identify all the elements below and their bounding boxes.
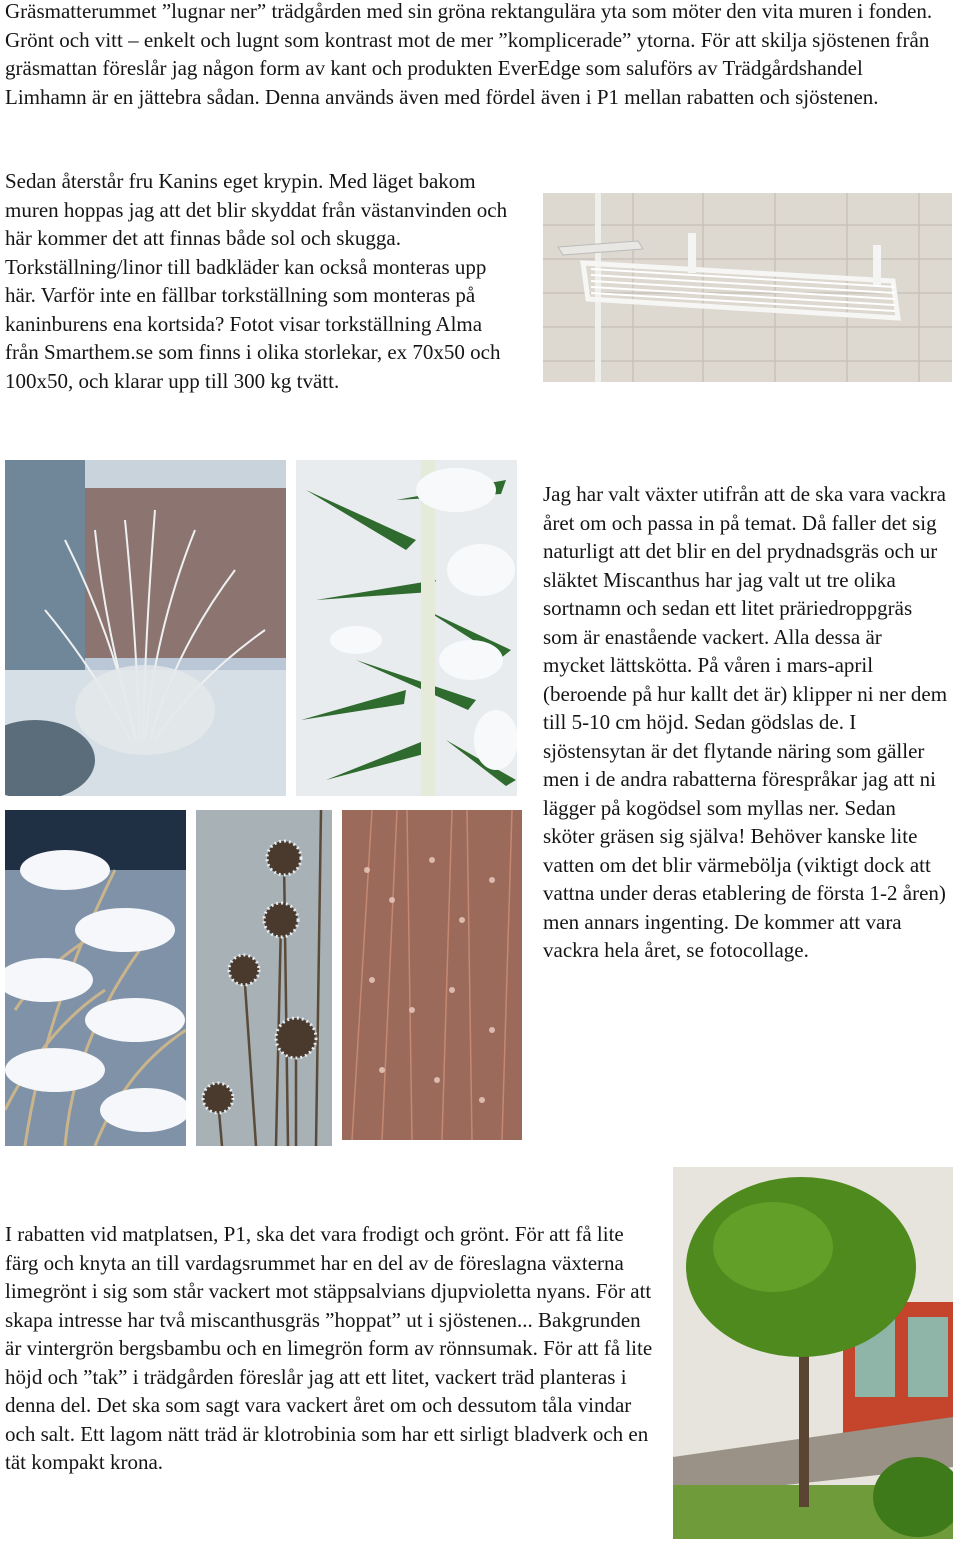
drying-rack-photo <box>543 193 952 382</box>
robinia-tree-photo <box>673 1167 953 1539</box>
snowy-bamboo-photo <box>296 460 517 796</box>
snowy-miscanthus-photo <box>5 810 186 1146</box>
rabbit-paragraph: Sedan återstår fru Kanins eget krypin. Med läget bakom muren hoppas jag att det blir skyddat från västanvinden och här kommer det att finnas både sol och skugga. Torkställning/linor till badkläder kan också monteras upp här. Varför inte en fällbar torkställning som monteras på kaninburens ena kortsida? Fotot visar torkställning Alma från Smarthem.se som finns i olika storlekar, ex 70x50 och 100x50, och klarar upp till 300 kg tvätt. <box>5 169 508 393</box>
intro-paragraph: Gräsmatterummet ”lugnar ner” trädgården med sin gröna rektangulära yta som möter den vita muren i fonden. Grönt och vitt – enkelt och lugnt som kontrast mot de mer ”komplicerade” ytorna. För att skilja sjöstenen från gräsmattan föreslår jag någon form av kant och produkten EverEdge som saluförs av Trädgårdshandel Limhamn är en jättebra sådan. Denna används även med fördel även i P1 mellan rabatten och sjöstenen. <box>5 0 933 109</box>
grasses-paragraph: Jag har valt växter utifrån att de ska vara vackra året om och passa in på temat. Då faller det sig naturligt att det blir en del prydnadsgräs och ur släktet Miscanthus har jag valt ut tre olika sortnamn och sedan ett litet präriedroppgräs som är enastående vackert. Alla dessa är mycket lättskötta. På våren i mars-april (beroende på hur kallt det är) klipper ni ner dem till 5-10 cm höjd. Sedan gödslas de. I sjöstensytan är det flytande näring som gäller men i de andra rabatterna förespråkar jag att ni lägger på kogödsel som myllas ner. Sedan sköter gräsen sig själva! Behöver kanske lite vatten om det blir värmebölja (viktigt dock att vattna under deras etablering de första 1-2 åren) men annars ingenting. De kommer att vara vackra hela året, se fotocollage. <box>543 482 948 962</box>
frosted-grass-photo <box>5 460 286 796</box>
p1-paragraph: I rabatten vid matplatsen, P1, ska det vara frodigt och grönt. För att få lite färg och knyta an till vardagsrummet har en del av de föreslagna växterna limegrönt i sig som står vackert mot stäppsalvians djupvioletta nyans. För att skapa intresse har två miscanthusgräs ”hoppat” ut i sjöstenen... Bakgrunden är vintergrön bergsbambu och en limegrön form av rönnsumak. För att få lite höjd och ”tak” i trädgården föreslår jag att ett litet, vackert träd planteras i denna del. Det ska som sagt vara vackert året om och dessutom tåla vindar och salt. Ett lagom nätt träd är klotrobinia som har ett sirligt bladverk och en tät kompakt krona. <box>5 1222 653 1474</box>
frosted-seedheads-photo <box>196 810 332 1146</box>
prairie-grass-photo <box>342 810 522 1140</box>
